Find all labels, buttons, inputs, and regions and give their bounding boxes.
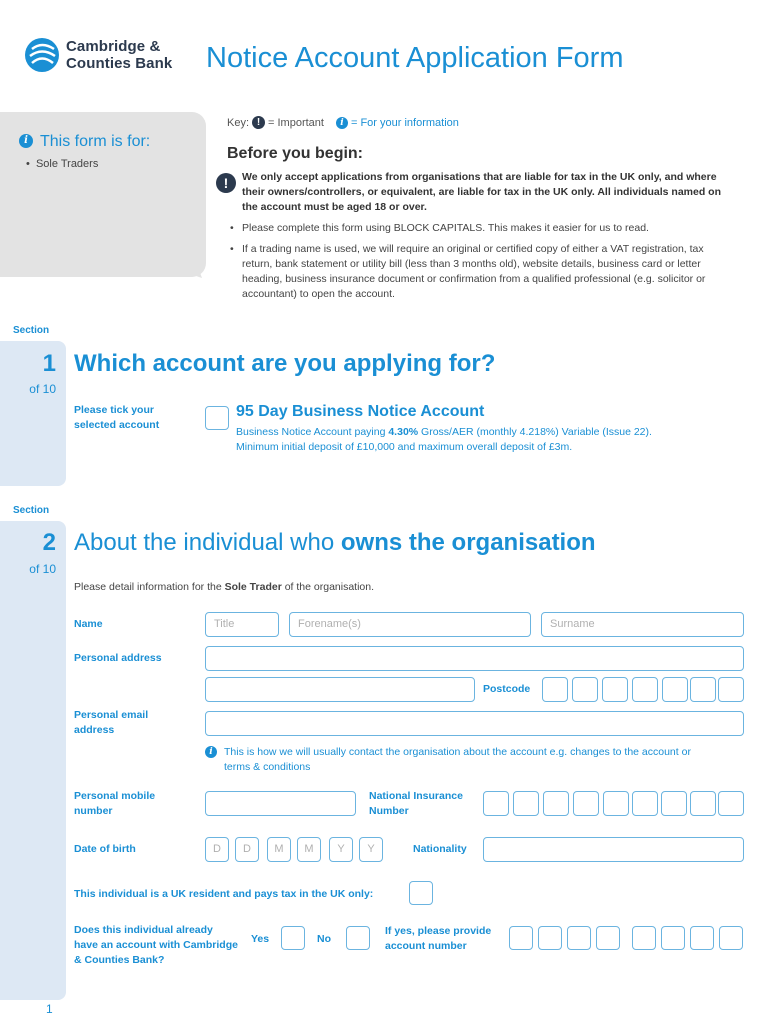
section-intro: Please detail information for the Sole Trader of the organisation.: [74, 581, 375, 593]
ni-char[interactable]: [718, 791, 744, 816]
account-number-char[interactable]: [596, 926, 620, 950]
key-label: Key:: [227, 116, 250, 129]
info-icon: i: [19, 134, 33, 148]
ni-char[interactable]: [483, 791, 509, 816]
postcode-label: Postcode: [483, 683, 531, 695]
email-label: Personal email address: [74, 709, 149, 736]
before-heading: Before you begin:: [227, 145, 364, 162]
bank-logo-icon: [24, 37, 60, 73]
dob-month-2[interactable]: M: [297, 837, 321, 862]
ni-char[interactable]: [543, 791, 569, 816]
account-checkbox[interactable]: [205, 406, 229, 430]
section-label: Section: [13, 325, 50, 336]
key-legend: [227, 116, 459, 129]
account-name: 95 Day Business Notice Account: [236, 403, 485, 420]
postcode-char[interactable]: [572, 677, 598, 702]
account-description: Business Notice Account paying 4.30% Gross/AER (monthly 4.218%) Variable (Issue 22).: [236, 426, 652, 438]
address-line2-input[interactable]: [205, 677, 475, 702]
ni-char[interactable]: [690, 791, 716, 816]
dob-year-1[interactable]: Y: [329, 837, 353, 862]
section-label: Section: [13, 505, 50, 516]
account-number-char[interactable]: [538, 926, 562, 950]
bank-name-line1: Cambridge &: [66, 38, 161, 55]
dob-year-2[interactable]: Y: [359, 837, 383, 862]
ni-char[interactable]: [661, 791, 687, 816]
existing-account-label: Does this individual already have an account with Cambridge & Counties Bank?: [74, 924, 238, 966]
ni-char[interactable]: [573, 791, 599, 816]
info-icon: i: [336, 117, 348, 129]
postcode-char[interactable]: [632, 677, 658, 702]
forename-input[interactable]: Forename(s): [289, 612, 531, 637]
account-number-label: If yes, please provide account number: [385, 925, 492, 952]
address-label: Personal address: [74, 652, 162, 664]
key-important: = Important: [268, 116, 324, 129]
tick-label: Please tick your selected account: [74, 404, 160, 431]
ni-char[interactable]: [603, 791, 629, 816]
form-for-item: • Sole Traders: [26, 158, 99, 170]
postcode-char[interactable]: [602, 677, 628, 702]
info-icon: i: [205, 746, 217, 758]
bank-name-line2: Counties Bank: [66, 55, 173, 72]
account-deposit-info: Minimum initial deposit of £10,000 and maximum overall deposit of £3m.: [236, 441, 573, 453]
postcode-char[interactable]: [542, 677, 568, 702]
mobile-label: Personal mobile number: [74, 790, 156, 817]
section-title: About the individual who owns the organisation: [74, 529, 596, 556]
surname-input[interactable]: Surname: [541, 612, 744, 637]
account-number-char[interactable]: [567, 926, 591, 950]
address-line1-input[interactable]: [205, 646, 744, 671]
uk-resident-checkbox[interactable]: [409, 881, 433, 905]
section-number: 1: [42, 350, 56, 377]
section-bar: [0, 521, 66, 1000]
dob-day-2[interactable]: D: [235, 837, 259, 862]
account-number-char[interactable]: [632, 926, 656, 950]
section-number: 2: [42, 529, 56, 556]
account-number-char[interactable]: [719, 926, 743, 950]
email-input[interactable]: [205, 711, 744, 736]
section-of: of 10: [29, 562, 56, 576]
postcode-char[interactable]: [718, 677, 744, 702]
no-label: No: [317, 933, 331, 945]
key-info: = For your information: [350, 116, 459, 129]
section-of: of 10: [29, 382, 56, 396]
dob-month-1[interactable]: M: [267, 837, 291, 862]
bullet-block-capitals: • Please complete this form using BLOCK CAPITALS. This makes it easier for us to read.: [232, 221, 722, 236]
important-icon: !: [216, 173, 236, 193]
account-number-char[interactable]: [509, 926, 533, 950]
account-number-char[interactable]: [690, 926, 714, 950]
dob-day-1[interactable]: D: [205, 837, 229, 862]
ni-label: National Insurance Number: [369, 790, 463, 817]
yes-checkbox[interactable]: [281, 926, 305, 950]
nationality-label: Nationality: [413, 843, 467, 855]
postcode-char[interactable]: [690, 677, 716, 702]
yes-label: Yes: [251, 933, 270, 945]
mobile-input[interactable]: [205, 791, 356, 816]
name-label: Name: [74, 618, 103, 630]
important-icon: !: [252, 116, 265, 129]
speech-tail: [168, 250, 204, 280]
page-number: 1: [46, 1002, 53, 1016]
ni-char[interactable]: [513, 791, 539, 816]
no-checkbox[interactable]: [346, 926, 370, 950]
uk-resident-label: This individual is a UK resident and pays tax in the UK only:: [74, 888, 374, 900]
ni-char[interactable]: [632, 791, 658, 816]
account-number-char[interactable]: [661, 926, 685, 950]
email-note: This is how we will usually contact the organisation about the account e.g. changes to the account or terms & conditions: [224, 746, 691, 773]
title-input[interactable]: Title: [205, 612, 279, 637]
dob-label: Date of birth: [74, 843, 136, 855]
bullet-trading-name: • If a trading name is used, we will require an original or certified copy of either a VAT registration, tax return, bank statement or utility bill (less than 3 months old), website details, business card or letter heading, business insurance document or confirmation from a qualified professional (e.g. solicitor or accountant) to open the account.: [232, 242, 722, 302]
important-notice: We only accept applications from organisations that are liable for tax in the UK only, and where their owners/controllers, or equivalent, are liable for tax in the UK only. All individuals named on the account must be aged 18 or over.: [242, 171, 722, 213]
form-for-heading: This form is for:: [40, 133, 151, 150]
form-title: Notice Account Application Form: [206, 42, 624, 74]
postcode-char[interactable]: [662, 677, 688, 702]
nationality-input[interactable]: [483, 837, 744, 862]
section-title: Which account are you applying for?: [74, 350, 496, 377]
